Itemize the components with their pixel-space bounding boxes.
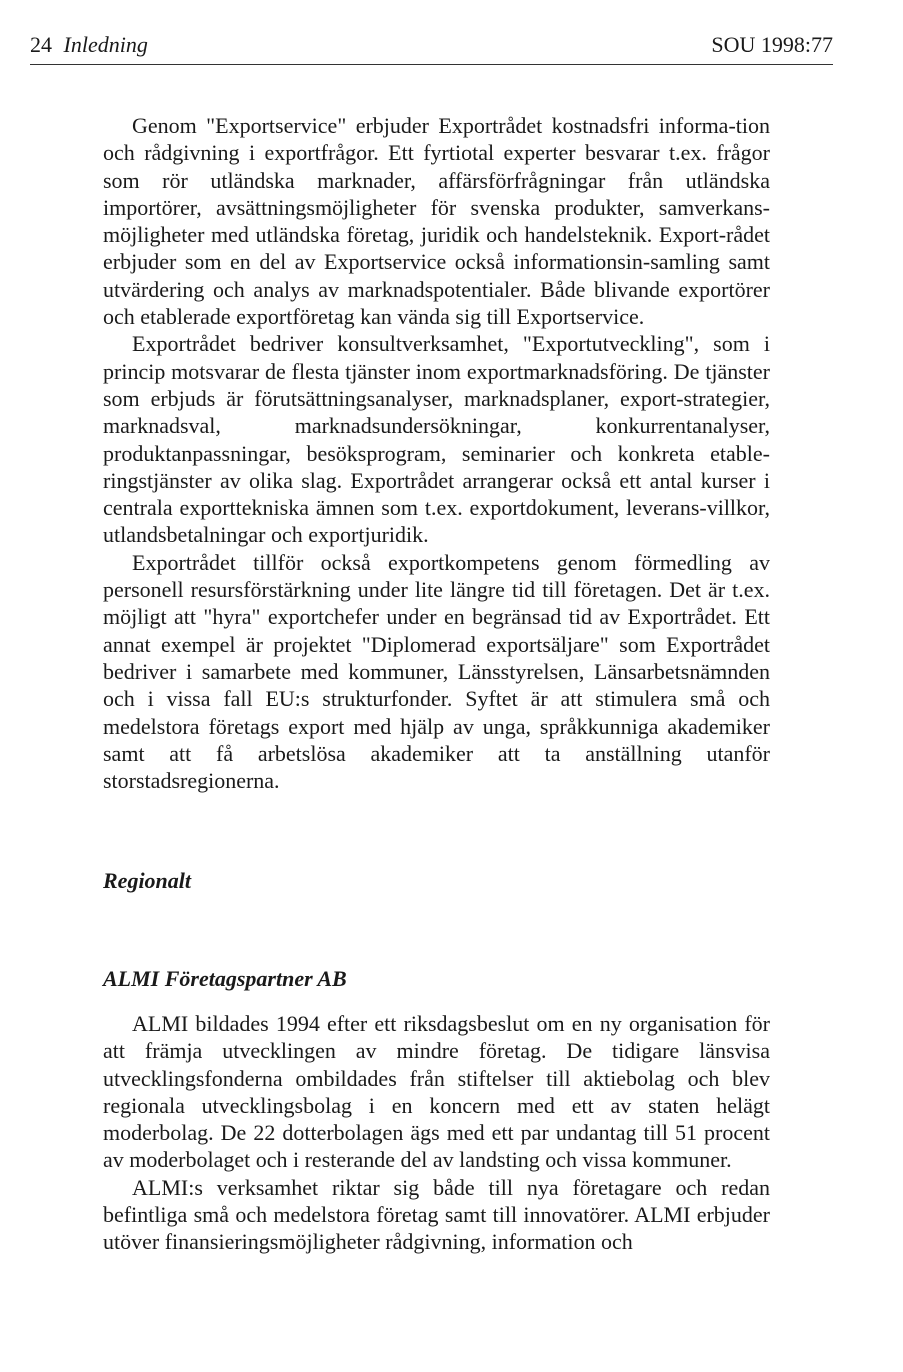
heading-almi: ALMI Företagspartner AB: [103, 966, 347, 991]
heading-regional: Regionalt: [103, 868, 192, 893]
section-title: Inledning: [63, 32, 148, 57]
exportradet-section: [103, 112, 770, 794]
paragraph-almi-founding: ALMI bildades 1994 efter ett riksdagsbeslut om en ny organisation för att främja utvecklingen av mindre företag. De tidigare länsvisa utvecklingsfonderna ombildades från stiftelser till aktiebolag och blev regionala utvecklingsbolag i en koncern med ett av staten helägt moderbolag. De 22 dotterbolagen ägs med ett par undantag till 51 procent av moderbolaget och i resterande del av landsting och vissa kommuner.: [103, 1011, 770, 1173]
almi-section: [103, 1010, 770, 1256]
page-number: 24: [30, 32, 52, 57]
document-id: SOU 1998:77: [711, 32, 833, 57]
paragraph-exportkompetens: Exportrådet tillför också exportkompetens genom förmedling av personell resursförstärkning under lite längre tid till företagen. Det är t.ex. möjligt att "hyra" exportchefer under en begränsad tid av Exportrådet. Ett annat exempel är projektet "Diplomerad exportsäljare" som Exportrådet bedriver i samarbete med kommuner, Länsstyrelsen, Länsarbetsnämnden och i vissa fall EU:s strukturfonder. Syftet är att stimulera små och medelstora företags export med hjälp av unga, språkkunniga akademiker samt att få arbetslösa akademiker att ta anställning utanför storstadsregionerna.: [103, 549, 770, 794]
paragraph-exportservice: Genom "Exportservice" erbjuder Exportrådet kostnadsfri informa-tion och rådgivning i exportfrågor. Ett fyrtiotal experter besvarar t.ex. frågor som rör utländska marknader, affärsförfrågningar från utländska importörer, avsättningsmöjligheter för svenska produkter, samverkans-möjligheter med utländska företag, juridik och handelsteknik. Export-rådet erbjuder som en del av Exportservice också informationsin-samling samt utvärdering och analys av marknadspotentialer. Både blivande exportörer och etablerade exportföretag kan vända sig till Exportservice.: [103, 113, 770, 330]
page-header: [30, 30, 833, 65]
paragraph-almi-verksamhet: ALMI:s verksamhet riktar sig både till nya företagare och redan befintliga små och medelstora företag samt till innovatörer. ALMI erbjuder utöver finansieringsmöjligheter rådgivning, information och: [103, 1174, 770, 1255]
page-body: [103, 112, 770, 1255]
paragraph-exportutveckling: Exportrådet bedriver konsultverksamhet, "Exportutveckling", som i princip motsvarar de flesta tjänster inom exportmarknadsföring. De tjänster som erbjuds är förutsättningsanalyser, marknadsplaner, export-strategier, marknadsval, marknadsundersökningar, konkurrentanalyser, produktanpassningar, besöksprogram, seminarier och konkreta etable-ringstjänster av olika slag. Exportrådet arrangerar också ett antal kurser i centrala exporttekniska ämnen som t.ex. exportdokument, leverans-villkor, utlandsbetalningar och exportjuridik.: [103, 331, 770, 548]
header-left: [30, 32, 148, 58]
